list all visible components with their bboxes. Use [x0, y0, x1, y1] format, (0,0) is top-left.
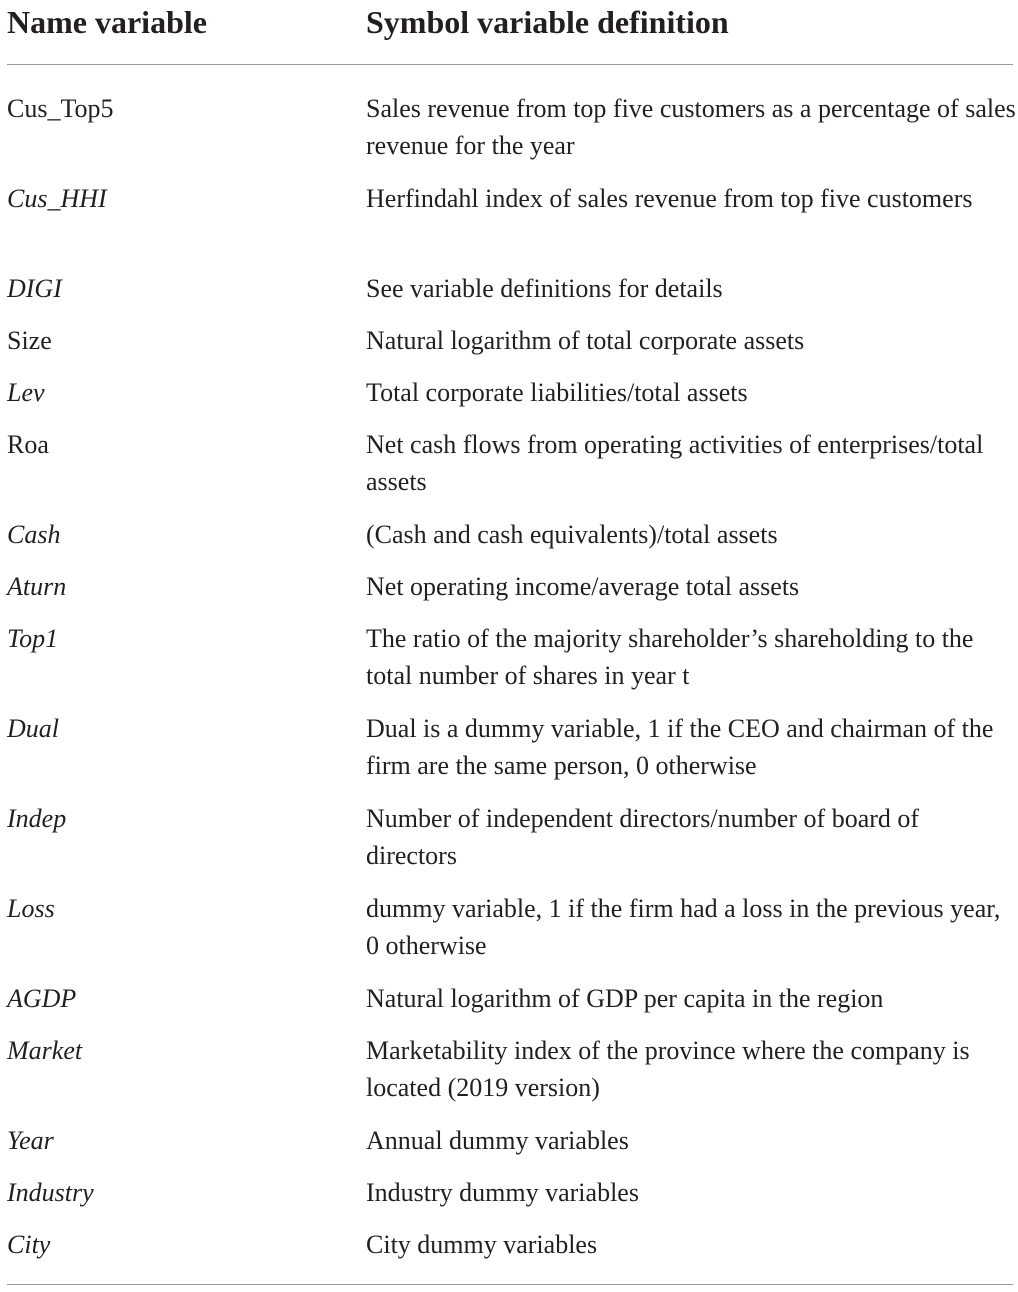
variable-definition: dummy variable, 1 if the firm had a loss in the previous year, 0 otherwise — [366, 894, 1001, 960]
variable-name: DIGI — [7, 274, 62, 303]
variable-name: Indep — [7, 804, 67, 833]
bottom-rule — [7, 1284, 1013, 1285]
table-row — [7, 620, 1013, 710]
variable-name: Industry — [7, 1178, 94, 1207]
variable-name: AGDP — [7, 984, 77, 1013]
table-row — [7, 1226, 1013, 1278]
variable-name: Dual — [7, 714, 59, 743]
header-symbol-definition: Symbol variable definition — [366, 4, 729, 40]
table-row — [7, 710, 1013, 800]
table-row — [7, 90, 1016, 180]
table-row — [7, 180, 1013, 270]
table-row — [7, 516, 1013, 568]
variable-name: Cash — [7, 520, 61, 549]
table-row — [7, 1122, 1013, 1174]
table-body — [7, 90, 1016, 1278]
variable-name: Market — [7, 1036, 83, 1065]
table-row — [7, 374, 1013, 426]
variable-name: Top1 — [7, 624, 59, 653]
variable-name: Aturn — [7, 572, 67, 601]
variable-name: City — [7, 1230, 51, 1259]
table-row — [7, 980, 1013, 1032]
variable-name: Cus_HHI — [7, 184, 107, 213]
table-row — [7, 890, 1013, 980]
variable-definition: Marketability index of the province where the company is located (2019 version) — [366, 1036, 970, 1102]
table-row — [7, 426, 1013, 516]
variable-definition: Herfindahl index of sales revenue from top five customers — [366, 184, 973, 213]
variable-definition: Total corporate liabilities/total assets — [366, 378, 748, 407]
variable-definition: Industry dummy variables — [366, 1178, 639, 1207]
table-row — [7, 1174, 1013, 1226]
header-rule — [7, 64, 1013, 65]
variable-name: Lev — [7, 378, 45, 407]
variable-name: Loss — [7, 894, 55, 923]
table-row — [7, 322, 1013, 374]
variable-definition: Natural logarithm of total corporate assets — [366, 326, 805, 355]
variable-name: Roa — [7, 430, 49, 459]
variable-definition: See variable definitions for details — [366, 274, 723, 303]
variable-definition: The ratio of the majority shareholder’s shareholding to the total number of shares in year t — [366, 624, 974, 690]
table-row — [7, 568, 1013, 620]
variable-definition: (Cash and cash equivalents)/total assets — [366, 520, 778, 549]
variable-definition: Sales revenue from top five customers as a percentage of sales revenue for the year — [366, 94, 1016, 160]
table-row — [7, 800, 1013, 890]
variable-definition: Net cash flows from operating activities of enterprises/total assets — [366, 430, 984, 496]
variable-name: Year — [7, 1126, 54, 1155]
variable-definition: City dummy variables — [366, 1230, 598, 1259]
table-row — [7, 1032, 1013, 1122]
header-name-variable: Name variable — [7, 4, 207, 40]
variable-name: Size — [7, 326, 52, 355]
variable-definition: Dual is a dummy variable, 1 if the CEO and chairman of the firm are the same person, 0 otherwise — [366, 714, 994, 780]
variable-name: Cus_Top5 — [7, 94, 114, 123]
variable-definition: Number of independent directors/number of board of directors — [366, 804, 920, 870]
variable-definition: Net operating income/average total assets — [366, 572, 800, 601]
variable-definition: Natural logarithm of GDP per capita in the region — [366, 984, 884, 1013]
table-row — [7, 270, 1013, 322]
variable-definition: Annual dummy variables — [366, 1126, 629, 1155]
table-header — [7, 0, 1013, 64]
